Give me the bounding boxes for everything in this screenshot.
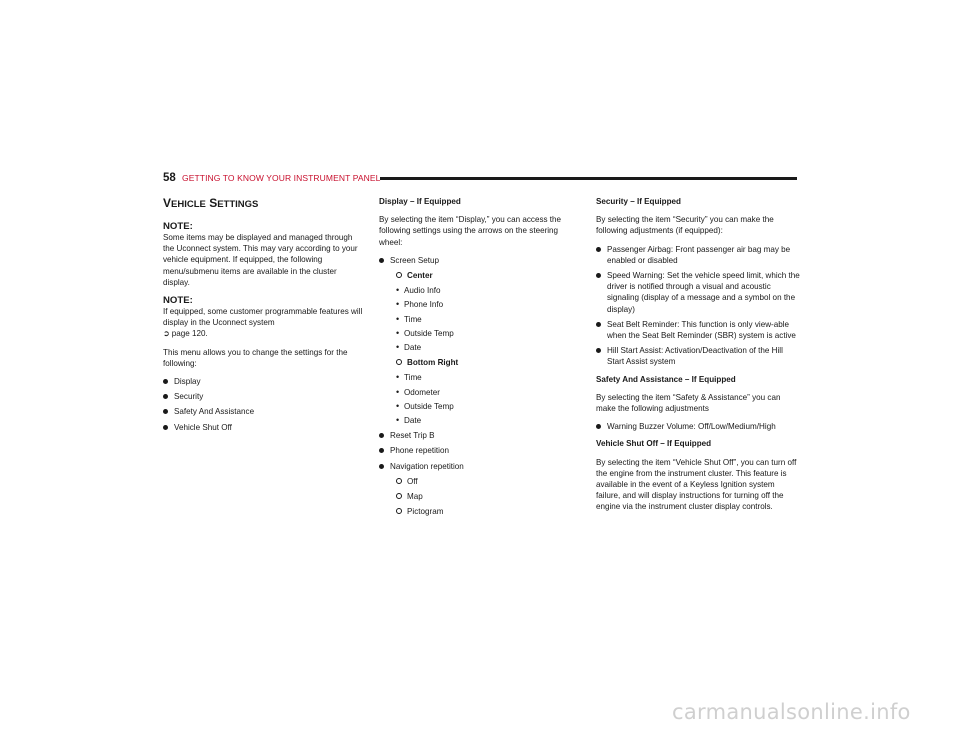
- bottom-right-items: [390, 372, 583, 426]
- section-title: [163, 196, 365, 212]
- list-item: Display: [163, 376, 365, 387]
- list-item: • Outside Temp: [390, 401, 583, 412]
- list-item: • Time: [390, 372, 583, 383]
- center-items: [390, 285, 583, 353]
- right-column: [596, 196, 800, 520]
- middle-column: [379, 196, 583, 523]
- list-item: Hill Start Assist: Activation/Deactivation of the Hill Start Assist system: [596, 345, 800, 367]
- list-item: Passenger Airbag: Front passenger air bag may be enabled or disabled: [596, 244, 800, 266]
- page-link[interactable]: page 120.: [171, 329, 208, 339]
- shutoff-heading: Vehicle Shut Off – If Equipped: [596, 439, 712, 449]
- list-item: [390, 357, 583, 426]
- safety-intro: By selecting the item “Safety & Assistance” you can make the following adjustments: [596, 392, 781, 414]
- note-text-2: [163, 306, 365, 340]
- list-item: • Audio Info: [390, 285, 583, 296]
- shutoff-text: By selecting the item “Vehicle Shut Off”, you can turn off the engine from the instrument cluster. This feature is available in the event of a Keyless Ignition system failure, and will display instructions for turning off the engine via the instrument cluster display controls.: [596, 457, 797, 512]
- section-title-word2: ETTINGS: [217, 199, 259, 210]
- section-title-initial2: S: [209, 196, 218, 210]
- header-rule: [380, 177, 797, 180]
- security-list: [596, 244, 800, 368]
- section-title-initial: V: [163, 196, 172, 210]
- list-item: Off: [390, 476, 583, 487]
- display-list: [379, 255, 583, 518]
- safety-list: [596, 421, 800, 432]
- list-item: [379, 255, 583, 426]
- list-item: Warning Buzzer Volume: Off/Low/Medium/High: [596, 421, 800, 432]
- security-intro: By selecting the item “Security” you can make the following adjustments (if equipped):: [596, 215, 774, 236]
- navigation-options: [390, 476, 583, 518]
- watermark: carmanualsonline.info: [672, 700, 911, 724]
- arrow-right-icon: ➲: [163, 329, 170, 339]
- list-item: • Odometer: [390, 387, 583, 398]
- note-label-2: NOTE:: [163, 295, 193, 307]
- menu-list: [163, 376, 365, 433]
- security-heading: Security – If Equipped: [596, 197, 682, 206]
- bottom-right-label: Bottom Right: [407, 358, 459, 368]
- list-item: • Phone Info: [390, 299, 583, 310]
- display-intro: By selecting the item “Display,” you can access the following settings using the arrows on the steering wheel:: [379, 215, 562, 247]
- list-item: [390, 270, 583, 353]
- list-item: • Time: [390, 314, 583, 325]
- list-item: Vehicle Shut Off: [163, 422, 365, 433]
- note-text: Some items may be displayed and managed through the Uconnect system. This may vary according to your vehicle equipment. If equipped, the following menu/submenu items are available in the cluster display.: [163, 233, 358, 287]
- list-item: • Outside Temp: [390, 328, 583, 339]
- list-item: • Date: [390, 415, 583, 426]
- intro-text: This menu allows you to change the settings for the following:: [163, 347, 348, 368]
- note-label: NOTE:: [163, 221, 193, 232]
- list-item: Safety And Assistance: [163, 406, 365, 417]
- list-item: Seat Belt Reminder: This function is only view-able when the Seat Belt Reminder (SBR) system is active: [596, 319, 800, 341]
- screen-setup-sublist: [390, 270, 583, 426]
- header-title: GETTING TO KNOW YOUR INSTRUMENT PANEL: [182, 173, 381, 183]
- list-item: • Date: [390, 342, 583, 353]
- section-title-word1: EHICLE: [171, 199, 206, 210]
- safety-heading: Safety And Assistance – If Equipped: [596, 374, 736, 384]
- note-2-body: If equipped, some customer programmable features will display in the Uconnect system: [163, 307, 363, 328]
- screen-setup-label: Screen Setup: [390, 255, 440, 265]
- navigation-repetition-label: Navigation repetition: [390, 461, 464, 471]
- list-item: Pictogram: [390, 506, 583, 517]
- list-item: Speed Warning: Set the vehicle speed limit, which the driver is notified through a visual and acoustic signaling (display of a message and a symbol on the display): [596, 270, 800, 315]
- page-header: [163, 172, 797, 190]
- list-item: Map: [390, 491, 583, 502]
- list-item: Phone repetition: [379, 445, 583, 456]
- list-item: Security: [163, 391, 365, 402]
- left-column: [163, 196, 365, 439]
- list-item: [379, 461, 583, 518]
- center-label: Center: [407, 271, 433, 281]
- list-item: Reset Trip B: [379, 430, 583, 441]
- display-heading: Display – If Equipped: [379, 197, 461, 206]
- page-number: 58: [163, 172, 176, 184]
